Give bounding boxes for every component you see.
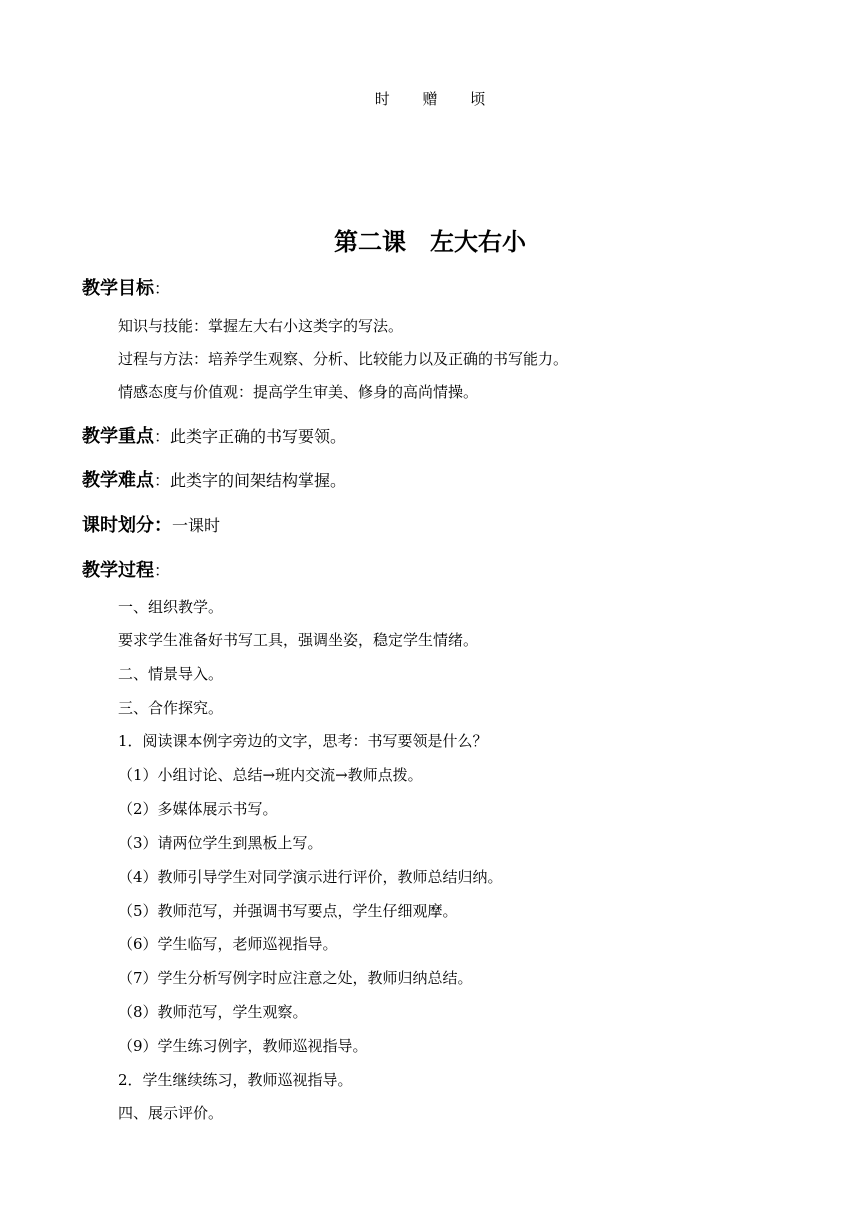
objective-item: 情感态度与价值观：提高学生审美、修身的高尚情操。 xyxy=(118,383,479,401)
schedule-text: 一课时 xyxy=(172,516,221,535)
process-step: （8）教师范写，学生观察。 xyxy=(118,1003,308,1021)
objectives-heading-colon: ： xyxy=(154,279,171,298)
process-step: 要求学生准备好书写工具，强调坐姿，稳定学生情绪。 xyxy=(118,631,479,649)
process-step: （2）多媒体展示书写。 xyxy=(118,800,278,818)
key-point-text: ：此类字正确的书写要领。 xyxy=(154,427,347,446)
objective-item: 过程与方法：培养学生观察、分析、比较能力以及正确的书写能力。 xyxy=(118,350,569,368)
objectives-heading xyxy=(82,274,170,300)
process-heading xyxy=(82,556,170,582)
schedule-row xyxy=(82,511,220,537)
key-point-row xyxy=(82,422,346,448)
lesson-title: 第二课 左大右小 xyxy=(334,228,526,256)
process-heading-label: 教学过程 xyxy=(82,560,154,581)
process-step: 2．学生继续练习，教师巡视指导。 xyxy=(118,1071,353,1089)
page-header: 时 赠 顷 xyxy=(374,90,500,108)
process-step: 一、组织教学。 xyxy=(118,598,224,616)
objectives-heading-label: 教学目标 xyxy=(82,278,154,299)
process-step: 1．阅读课本例字旁边的文字，思考：书写要领是什么？ xyxy=(118,732,488,750)
process-step: 四、展示评价。 xyxy=(118,1104,224,1122)
process-step: （4）教师引导学生对同学演示进行评价，教师总结归纳。 xyxy=(118,868,503,886)
process-step: （5）教师范写，并强调书写要点，学生仔细观摩。 xyxy=(118,902,458,920)
difficulty-row xyxy=(82,466,346,492)
objective-item: 知识与技能：掌握左大右小这类字的写法。 xyxy=(118,317,404,335)
process-step: （7）学生分析写例字时应注意之处，教师归纳总结。 xyxy=(118,969,473,987)
process-step: 三、合作探究。 xyxy=(118,699,224,717)
difficulty-text: ：此类字的间架结构掌握。 xyxy=(154,471,347,490)
process-step: （6）学生临写，老师巡视指导。 xyxy=(118,935,338,953)
key-point-heading: 教学重点 xyxy=(82,426,154,447)
schedule-heading: 课时划分： xyxy=(82,515,172,536)
process-heading-colon: ： xyxy=(154,561,171,580)
difficulty-heading: 教学难点 xyxy=(82,470,154,491)
process-step: （3）请两位学生到黑板上写。 xyxy=(118,834,323,852)
process-step: （1）小组讨论、总结→班内交流→教师点拨。 xyxy=(118,766,423,784)
process-step: （9）学生练习例字，教师巡视指导。 xyxy=(118,1037,368,1055)
process-step: 二、情景导入。 xyxy=(118,665,224,683)
